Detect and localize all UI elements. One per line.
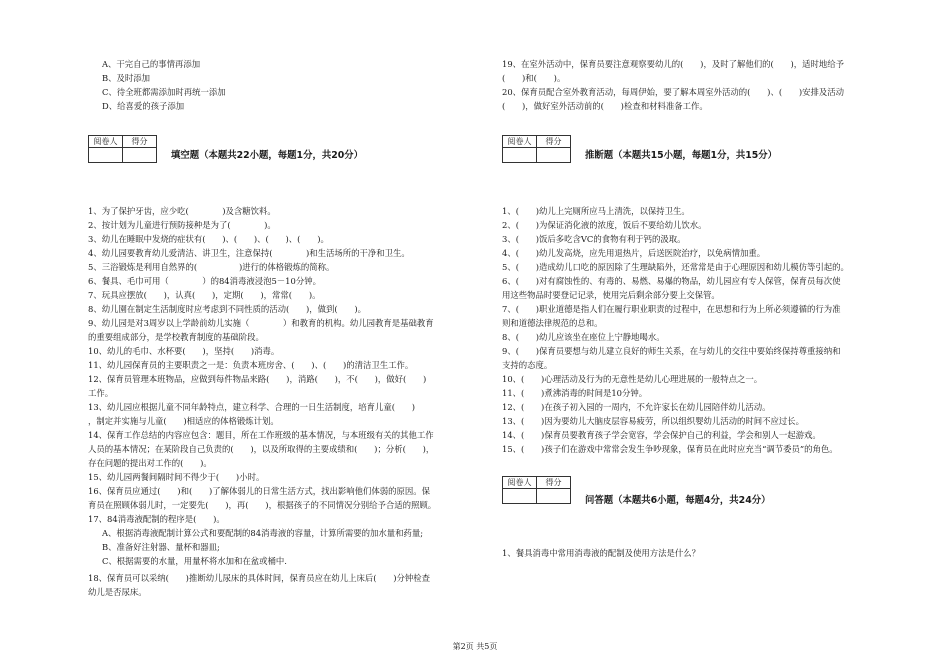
page-footer: 第2页 共5页	[452, 642, 498, 651]
grader-label: 阅卷人	[503, 477, 537, 489]
question-line: 13、( )因为要幼儿大脑皮层容易疲劳，所以组织婴幼儿活动的时间不应过长。	[502, 416, 804, 426]
section-title-qa: 问答题（本题共6小题，每题4分，共24分）	[585, 495, 771, 506]
section-title-fill-in: 填空题（本题共22小题，每题1分，共20分）	[171, 150, 363, 161]
question-line: 1、为了保护牙齿，应少吃( )及含糖饮料。	[88, 206, 276, 216]
grader-box	[88, 135, 157, 163]
grader-label: 阅卷人	[89, 136, 123, 148]
grader-cell	[503, 148, 537, 163]
question-line: 12、( )在孩子初入园的一周内，不允许家长在幼儿园陪伴幼儿活动。	[502, 402, 771, 412]
question-line: 1、( )幼儿上完厕所应马上清洗，以保持卫生。	[502, 206, 690, 216]
grader-cell	[89, 148, 123, 163]
score-cell	[123, 148, 157, 163]
grader-box	[502, 135, 571, 163]
question-line: 8、( )幼儿应该坐在座位上宁静地喝水。	[502, 332, 665, 342]
question-option: C、根据需要的水量，用量杯将水加和在盆或桶中.	[102, 556, 287, 566]
question-line: 2、按计划为儿童进行预防接种是为了( )。	[88, 220, 276, 230]
question-line: ( )，做好室外活动前的( )检查和材料准备工作。	[502, 101, 708, 111]
question-line: 13、幼儿园应根据儿童不同年龄特点，建立科学、合理的一日生活制度，培育儿童( )	[88, 402, 416, 412]
question-line: 3、( )饭后多吃含VC的食物有利于钙的汲取。	[502, 234, 686, 244]
score-label: 得分	[537, 136, 571, 148]
score-label: 得分	[123, 136, 157, 148]
question-line: 14、保育工作总结的内容应包含：题目，所在工作班级的基本情况，与本班级有关的其他工作	[88, 430, 434, 440]
question-line: 14、( )保育员要教育孩子学会宽容，学会保护自己的利益，学会和别人一起游戏。	[502, 430, 821, 440]
question-line: 9、幼儿园是对3周岁以上学龄前幼儿实施（ ）和教育的机构。幼儿园教育是基础教育	[88, 318, 434, 328]
question-line: 4、( )幼儿发高烧，应先用退热片，后送医院治疗，以免病情加重。	[502, 248, 766, 258]
question-line: 5、( )造成幼儿口吃的原因除了生理缺陷外，还常常是由于心理原因和幼儿模仿等引起的。	[502, 262, 849, 272]
question-line: 人员的基本情况；在某阶段自己负责的( )，以及所取得的主要成绩和( )；分析( )，	[88, 444, 435, 454]
question-line: 7、玩具应摆放( )，认真( )，定期( )，常常( )。	[88, 290, 321, 300]
score-cell	[537, 489, 571, 504]
question-line: 9、( )保育员要想与幼儿建立良好的师生关系，在与幼儿的交往中要始终保持尊重接纳和	[502, 346, 841, 356]
question-line: 19、在室外活动中，保育员要注意观察要幼儿的( )，及时了解他们的( )，适时地给予	[502, 59, 844, 69]
question-option: A、根据消毒液配制计算公式和要配制的84消毒液的容量，计算所需要的加水量和药量;	[102, 528, 424, 538]
question-line: 6、餐具、毛巾可用（ ）的84消毒液浸泡5－10分钟。	[88, 276, 321, 286]
question-line: 的重要组成部分，是学校教育制度的基础阶段。	[88, 332, 264, 342]
option-c: C、待全班都需添加时再统一添加	[102, 87, 226, 97]
grader-cell	[503, 489, 537, 504]
question-line: 15、幼儿园两餐间隔时间不得少于( )小时。	[88, 472, 265, 482]
score-label: 得分	[537, 477, 571, 489]
question-line: 20、保育员配合室外教育活动，每周伊始，要了解本周室外活动的( )、( )安排及活动	[502, 87, 844, 97]
question-line: ( )和( )。	[502, 73, 566, 83]
question-line: 5、三浴锻炼是利用自然界的( )进行的体格锻炼的简称。	[88, 262, 335, 272]
qa-question-line: 1、餐具消毒中常用消毒液的配制及使用方法是什么？	[502, 548, 700, 558]
question-line: 用这些物品时要登记记录，使用完后剩余部分要上交保管。	[502, 290, 720, 300]
question-line: 18、保育员可以采纳( )推断幼儿尿床的具体时间，保育员应在幼儿上床后( )分钟检查	[88, 573, 430, 583]
option-b: B、及时添加	[102, 73, 151, 83]
question-line: 幼儿是否尿床。	[88, 587, 147, 597]
option-d: D、给喜爱的孩子添加	[102, 101, 185, 111]
question-line: 则和道德法律规范的总和。	[502, 318, 603, 328]
question-line: 16、保育员应通过( )和( )了解体弱儿的日常生活方式，找出影响他们体弱的原因。保	[88, 486, 430, 496]
question-line: 7、( )职业道德是指人们在履行职业职责的过程中，在思想和行为上所必须遵循的行为准	[502, 304, 841, 314]
grader-label: 阅卷人	[503, 136, 537, 148]
section-title-judgement: 推断题（本题共15小题，每题1分，共15分）	[585, 150, 777, 161]
question-line: 2、( )为保证消化液的浓度，饭后不要给幼儿饮水。	[502, 220, 707, 230]
question-line: 12、保育员管理本班物品，应做到每件物品来路( )，消路( )，不( )，做好( )	[88, 374, 427, 384]
question-line: 11、( )煮沸消毒的时间是10分钟。	[502, 388, 648, 398]
question-line: 15、( )孩子们在游戏中常常会发生争吵现象，保育员在此时应充当“调节委员”的角色。	[502, 444, 838, 454]
score-cell	[537, 148, 571, 163]
question-option: B、准备好注射器、量杯和器皿;	[102, 542, 220, 552]
question-line: 育员在照顾体弱儿时，一定要先( )，再( )，根据孩子的不同情况分别给予合适的照顾。	[88, 500, 437, 510]
question-line: 10、( )心理活动及行为的无意性是幼儿心理进展的一般特点之一。	[502, 374, 763, 384]
question-line: 17、84消毒液配制的程序是( )。	[88, 514, 225, 524]
option-a: A、干完自己的事情再添加	[102, 59, 201, 69]
question-line: 6、( )对有腐蚀性的、有毒的、易燃、易爆的物品，幼儿园应有专人保管，保育员每次使	[502, 276, 841, 286]
question-line: 4、幼儿园要教育幼儿爱清洁、讲卫生，注意保持( )和生活场所的干净和卫生。	[88, 248, 410, 258]
question-line: 11、幼儿园保育员的主要职责之一是：负责本班房舍、( )、( )的清洁卫生工作。	[88, 360, 414, 370]
question-line: 存在问题的提出对工作的( )。	[88, 458, 212, 468]
grader-box	[502, 476, 571, 504]
question-line: 支持的态度。	[502, 360, 553, 370]
question-line: 3、幼儿在睡眠中发烧的症状有( )、( )、( )、( )。	[88, 234, 329, 244]
question-line: ，制定并实施与儿童( )相适应的体格锻炼计划。	[88, 416, 279, 426]
question-line: 8、幼儿園在制定生活制度时应考虑到不同性质的活动( )，做到( )。	[88, 304, 367, 314]
question-line: 工作。	[88, 388, 114, 398]
question-line: 10、幼儿的毛巾、水杯要( )，坚持( )消毒。	[88, 346, 280, 356]
